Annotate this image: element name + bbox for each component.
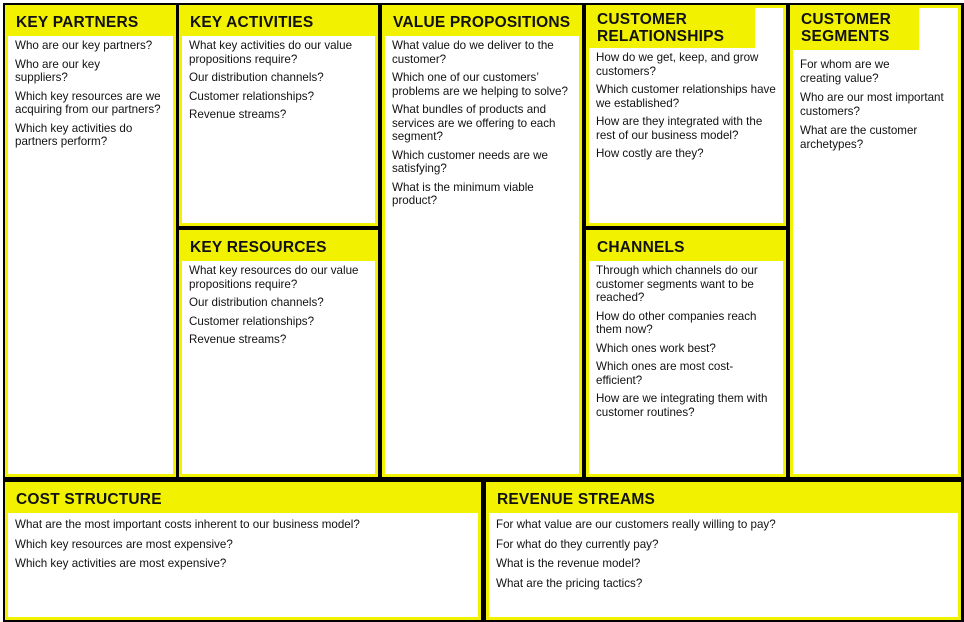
channels-title: CHANNELS <box>589 233 783 261</box>
question: Which key activities are most expensive? <box>15 557 227 570</box>
question: Our distribution channels? <box>189 296 324 309</box>
key-resources-questions <box>182 261 375 347</box>
question: What key resources do our value propositions require? <box>189 264 359 291</box>
question: Customer relationships? <box>189 314 315 328</box>
customer-relationships-title: CUSTOMER RELATIONSHIPS <box>589 8 755 48</box>
question: Revenue streams? <box>189 333 287 346</box>
question: Who are our key suppliers? <box>15 57 101 84</box>
question: Which ones work best? <box>596 341 716 355</box>
question: What key activities do our value propositions require? <box>189 39 353 66</box>
question: Who are our key partners? <box>15 39 153 52</box>
key-partners-questions <box>8 36 173 149</box>
question: Which key resources are we acquiring from our partners? <box>15 89 161 116</box>
value-propositions-questions <box>385 36 579 208</box>
question: Which key activities do partners perform? <box>15 121 133 148</box>
question: What is the minimum viable product? <box>392 180 534 207</box>
question: What value do we deliver to the customer? <box>392 39 554 66</box>
question: How are we integrating them with customer routines? <box>596 392 768 419</box>
key-activities-title: KEY ACTIVITIES <box>182 8 375 36</box>
key-activities-questions <box>182 36 375 122</box>
business-model-canvas <box>3 3 964 622</box>
question: Which key resources are most expensive? <box>15 537 233 551</box>
question: How do other companies reach them now? <box>596 309 757 336</box>
cost-structure-questions <box>8 513 478 571</box>
question: For what value are our customers really willing to pay? <box>496 518 776 531</box>
question: What are the most important costs inherent to our business model? <box>15 518 360 531</box>
question: Which one of our customers’ problems are we helping to solve? <box>392 71 568 98</box>
question: What is the revenue model? <box>496 557 641 570</box>
customer-segments-questions <box>793 50 958 151</box>
revenue-streams-title: REVENUE STREAMS <box>489 485 958 513</box>
customer-relationships-block <box>586 5 786 226</box>
question: Customer relationships? <box>189 89 315 103</box>
key-partners-block <box>5 5 176 477</box>
customer-segments-title: CUSTOMER SEGMENTS <box>793 8 919 50</box>
key-partners-title: KEY PARTNERS <box>8 8 173 36</box>
question: How costly are they? <box>596 147 704 160</box>
value-propositions-title: VALUE PROPOSITIONS <box>385 8 579 36</box>
key-resources-block <box>179 230 378 477</box>
question: Which customer needs are we satisfying? <box>392 148 548 175</box>
channels-block <box>586 230 786 477</box>
cost-structure-block <box>5 482 481 620</box>
question: For what do they currently pay? <box>496 537 659 551</box>
key-resources-title: KEY RESOURCES <box>182 233 375 261</box>
question: How do we get, keep, and grow customers? <box>596 51 759 78</box>
question: What are the customer archetypes? <box>800 124 918 151</box>
question: For whom are we creating value? <box>800 58 890 85</box>
question: Who are our most important customers? <box>800 91 944 118</box>
cost-structure-title: COST STRUCTURE <box>8 485 478 513</box>
question: How are they integrated with the rest of our business model? <box>596 115 763 142</box>
customer-relationships-questions <box>589 48 783 161</box>
revenue-streams-questions <box>489 513 958 590</box>
key-activities-block <box>179 5 378 226</box>
channels-questions <box>589 261 783 419</box>
question: Which customer relationships have we established? <box>596 83 776 110</box>
question: Which ones are most cost-efficient? <box>596 360 734 387</box>
value-propositions-block <box>382 5 582 477</box>
customer-segments-block <box>790 5 961 477</box>
revenue-streams-block <box>486 482 961 620</box>
question: Revenue streams? <box>189 108 287 121</box>
question: What are the pricing tactics? <box>496 576 643 590</box>
question: Our distribution channels? <box>189 71 324 84</box>
question: What bundles of products and services are we offering to each segment? <box>392 103 556 143</box>
question: Through which channels do our customer segments want to be reached? <box>596 264 758 304</box>
